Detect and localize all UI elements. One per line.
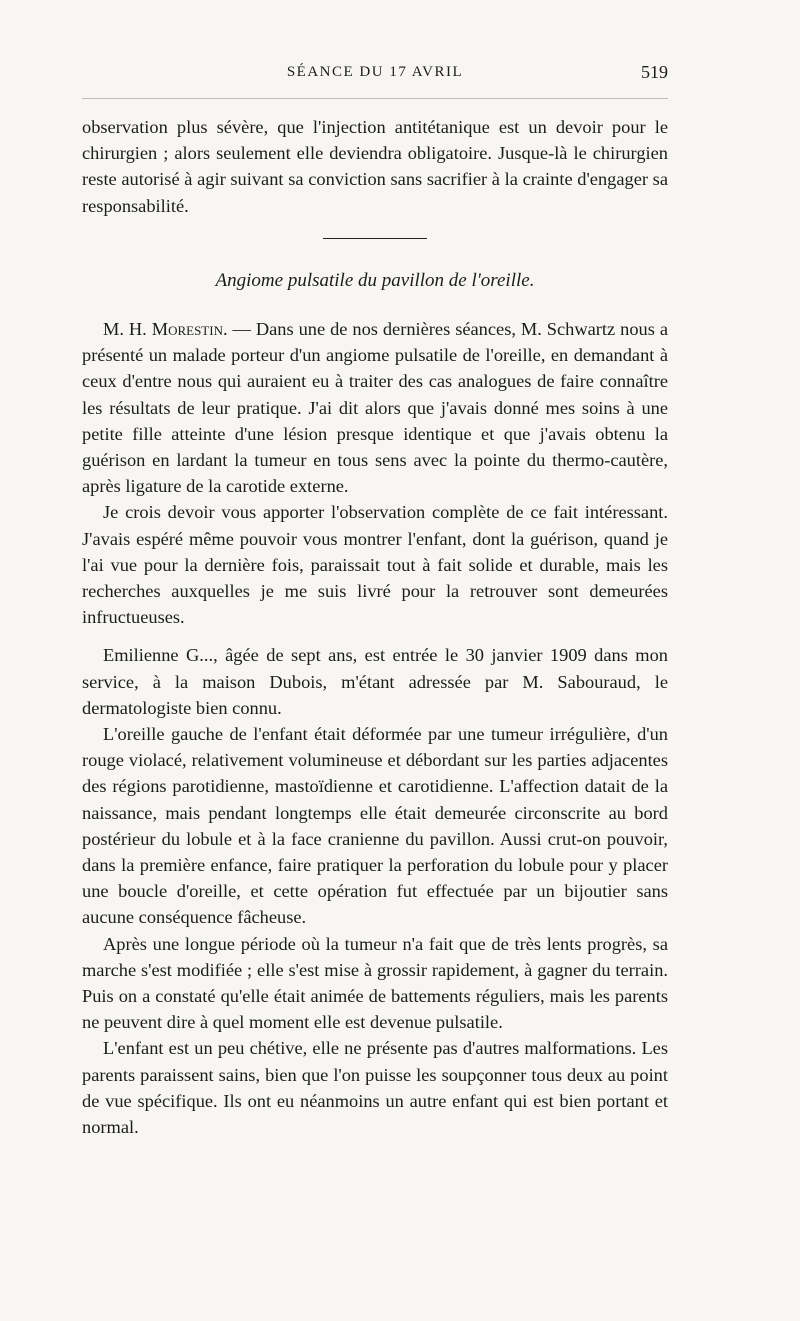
body-paragraph-1 (82, 316, 668, 499)
running-head: SÉANCE DU 17 AVRIL (286, 64, 464, 80)
section-divider (323, 238, 427, 239)
paragraph-1-text: — Dans une de nos dernières séances, M. Schwartz nous a présenté un malade porteur d'un angiome pulsatile de l'oreille, en demandant à ceux d'entre nous qui auraient eu à traiter des cas analogues de faire connaître les résultats de leur pratique. J'ai dit alors que j'avais donné mes soins à une petite fille atteinte d'une lésion presque identique et que j'avais obtenu la guérison en lardant la tumeur en tous sens avec la pointe du thermo-cautère, après ligature de la carotide externe. (82, 319, 668, 497)
header-rule (82, 98, 668, 99)
author-initials: M. H. (103, 319, 152, 339)
continuation-block (82, 114, 668, 219)
body-paragraph-5: Après une longue période où la tumeur n'a fait que de très lents progrès, sa marche s'est modifiée ; elle s'est mise à grossir rapidement, à gagner du terrain. Puis on a constaté qu'elle était animée de battements réguliers, mais les parents ne peuvent dire à quel moment elle est devenue pulsatile. (82, 933, 668, 1033)
author-name: Morestin. (151, 319, 228, 339)
continuation-paragraph: observation plus sévère, que l'injection antitétanique est un devoir pour le chirurgien ; alors seulement elle deviendra obligatoire. Jusque-là le chirurgien reste autorisé à agir suivant sa conviction sans sacrifier à la crainte d'engager sa responsabilité. (82, 117, 668, 216)
page-header (82, 62, 668, 86)
article-body (82, 316, 668, 1140)
body-paragraph-2: Je crois devoir vous apporter l'observation complète de ce fait intéressant. J'avais espéré même pouvoir vous montrer l'enfant, dont la guérison, quand je l'ai vue pour la dernière fois, paraissait tout à fait solide et durable, mais les recherches auxquelles je me suis livré pour la retrouver sont demeurées infructueuses. (82, 502, 668, 628)
section-title: Angiome pulsatile du pavillon de l'oreille. (215, 270, 535, 291)
body-paragraph-3: Emilienne G..., âgée de sept ans, est entrée le 30 janvier 1909 dans mon service, à la maison Dubois, m'étant adressée par M. Sabouraud, le dermatologiste bien connu. (82, 645, 668, 718)
body-paragraph-4: L'oreille gauche de l'enfant était déformée par une tumeur irrégulière, d'un rouge violacé, relativement volumineuse et débordant sur les parties adjacentes des régions parotidienne, mastoïdienne et carotidienne. L'affection datait de la naissance, mais pendant longtemps elle était demeurée circonscrite au bord postérieur du lobule et à la face cranienne du pavillon. Aussi crut-on pouvoir, dans la première enfance, faire pratiquer la perforation du lobule pour y placer une boucle d'oreille, et cette opération fut effectuée par un bijoutier sans aucune conséquence fâcheuse. (82, 724, 668, 928)
body-paragraph-6: L'enfant est un peu chétive, elle ne présente pas d'autres malformations. Les parents paraissent sains, bien que l'on puisse les soupçonner tous deux au point de vue spécifique. Ils ont eu néanmoins un autre enfant qui est bien portant et normal. (82, 1038, 668, 1138)
page-number: 519 (641, 62, 668, 82)
